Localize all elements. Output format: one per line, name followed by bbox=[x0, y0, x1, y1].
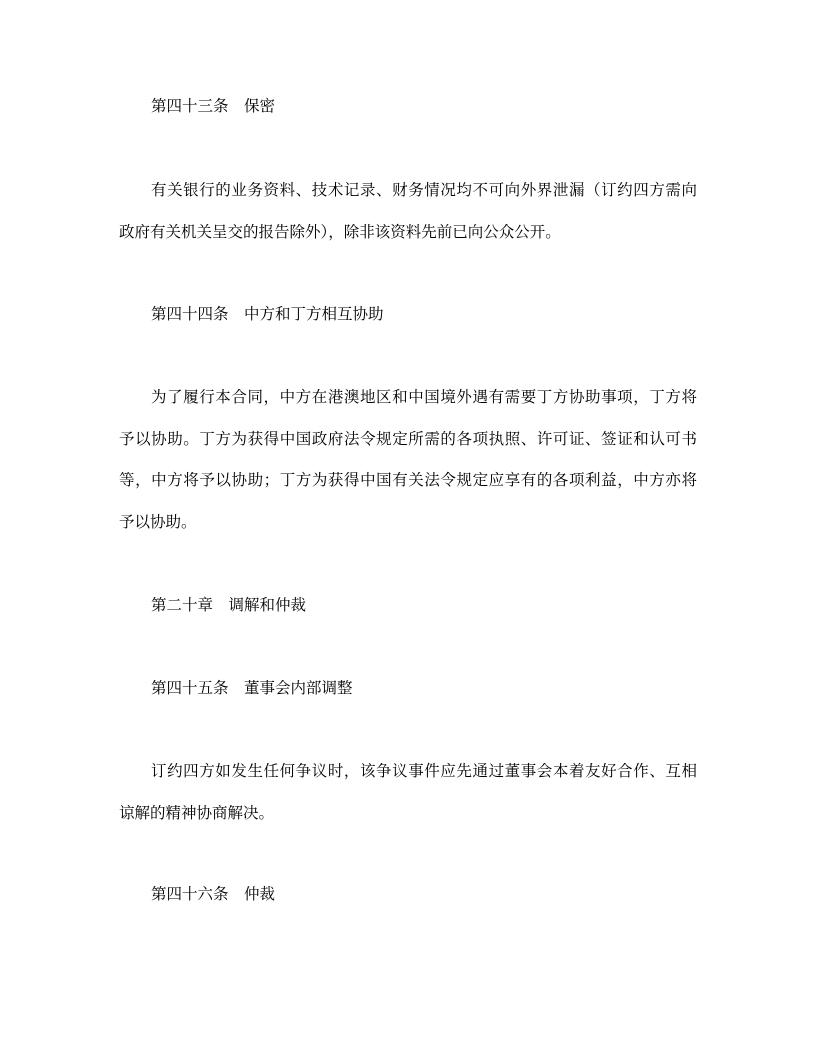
article-44-heading: 第四十四条 中方和丁方相互协助 bbox=[151, 305, 384, 323]
article-43-body-line-1: 有关银行的业务资料、技术记录、财务情况均不可向外界泄漏（订约四方需向 bbox=[151, 181, 697, 199]
article-43-body-line-2: 政府有关机关呈交的报告除外），除非该资料先前已向公众公开。 bbox=[119, 223, 561, 241]
article-44-body-line-1: 为了履行本合同，中方在港澳地区和中国境外遇有需要丁方协助事项，丁方将 bbox=[151, 388, 697, 406]
article-44-body-line-2: 予以协助。丁方为获得中国政府法令规定所需的各项执照、许可证、签证和认可书 bbox=[119, 430, 697, 448]
article-43-heading: 第四十三条 保密 bbox=[151, 97, 276, 115]
article-44-body-line-4: 予以协助。 bbox=[119, 513, 197, 531]
article-45-body-line-2: 谅解的精神协商解决。 bbox=[119, 804, 275, 822]
article-45-body-line-1: 订约四方如发生任何争议时，该争议事件应先通过董事会本着友好合作、互相 bbox=[151, 762, 697, 780]
article-45-heading: 第四十五条 董事会内部调整 bbox=[151, 679, 353, 697]
article-46-heading: 第四十六条 仲裁 bbox=[151, 885, 276, 903]
chapter-20-heading: 第二十章 调解和仲裁 bbox=[151, 596, 307, 614]
article-44-body-line-3: 等，中方将予以协助；丁方为获得中国有关法令规定应享有的各项利益，中方亦将 bbox=[119, 471, 697, 489]
